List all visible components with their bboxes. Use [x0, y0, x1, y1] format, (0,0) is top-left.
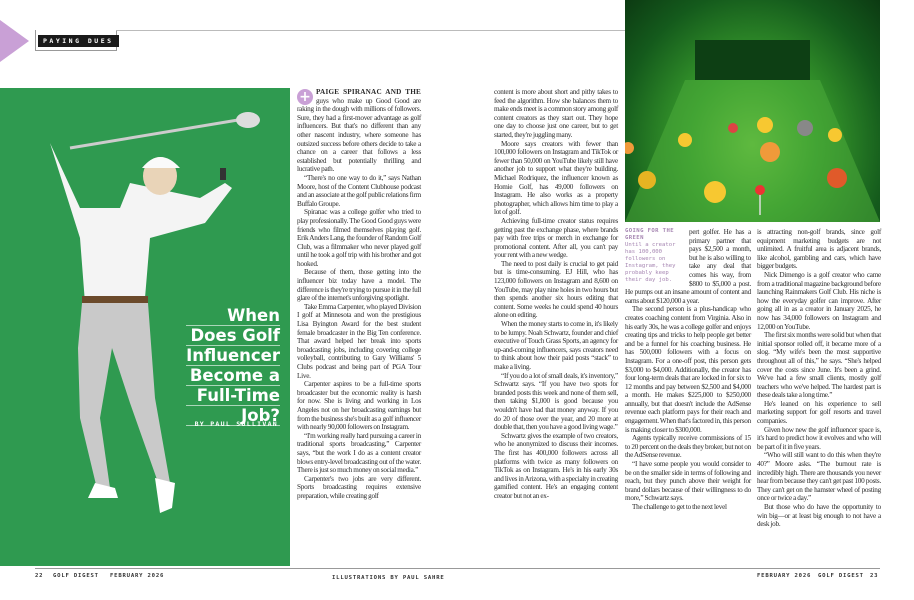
golf-course-emoji-illustration: [625, 0, 880, 222]
section-rubric: PAYING DUES: [38, 35, 119, 47]
paragraph: “If you do a lot of small deals, it's inventory,” Schwartz says. “If you have two spots for branded posts this week and none of them sell, then taking $1,000 is good because you wouldn't have had that money anyway. If you do 20 of those over the year, and 20 more at double that, then you have a good living wage.”: [494, 371, 618, 432]
article-column-1: [297, 88, 421, 501]
divider: [116, 30, 625, 31]
article-column-3: [625, 228, 751, 512]
paragraph: content is more about short and pithy takes to feed the algorithm. How she balances them to make ends meet is a common story among golf content creators as they start out. They hope one day to choose just one career, but to get started, they're juggling many.: [494, 88, 618, 139]
byline: BY PAUL SULLIVAN: [194, 420, 278, 428]
title-line: When: [186, 306, 280, 326]
paragraph: Because of them, those getting into the influencer biz today have a model. The difference is they're trying to pursue it in the full glare of the internet's unforgiving spotlight.: [297, 268, 421, 303]
photo-caption: [625, 228, 685, 284]
paragraph: Schwartz gives the example of two creators, who he anonymized to discuss their incomes. The first has 400,000 followers across all platforms with twice as many followers on TikTok as on Instagram. He's in his early 30s and lives in Arizona, with a specialty in creating gamified content. He's an engaging content creator but not an ex-: [494, 431, 618, 500]
article-column-2: [494, 88, 618, 501]
caption-text: Until a creator has 100,000 followers on Instagram, they probably keep their day job.: [625, 242, 676, 283]
paragraph: “I have some people you would consider to be on the smaller side in terms of following and reach, but they punch above their weight for brand dollars because of their willingness to do more,” Schwartz says.: [625, 460, 751, 503]
article-column-4: [757, 228, 881, 529]
paragraph: Carpenter aspires to be a full-time sports broadcaster but the economic reality is harsh for now. She is living and working in Los Angeles not on her broadcasting earnings but from the business she's built as a golf influencer with nearly 90,000 followers on Instagram.: [297, 380, 421, 432]
paragraph: Spiranac was a college golfer who tried to play professionally. The Good Good guys were friends who filmed themselves playing golf. Erik Anders Lang, the founder of Random Golf Club, was a filmmaker who never played golf until he took a golf trip with his brother and got hooked.: [297, 208, 421, 268]
title-line: Full-Time: [186, 386, 280, 406]
paragraph: Agents typically receive commissions of 15 to 20 percent on the deals they broker, but not on the AdSense revenue.: [625, 434, 751, 460]
paragraph: The second person is a plus-handicap who creates coaching content from Virginia. Also in his early 30s, he was a college golfer and enjoys creating tips and tricks to help people get better and be a funnel for his coaching business. He has 500,000 followers with a focus on Instagram. For a one-off post, this person gets $3,000 to $4,000. Additionally, the creator has four long-term deals that are locked in for six to 12 months and pay between $2,500 and $4,000 a month. He makes $225,000 to $250,000 annually, but that doesn't include the AdSense revenue each platform pays for their reach and engagement. When that's factored in, this person is making closer to $300,000.: [625, 305, 751, 434]
section-marker-triangle: [0, 20, 29, 62]
footer-rule: [625, 568, 880, 569]
paragraph: When the money starts to come in, it's likely to be lumpy. Noah Schwartz, founder and chief executive of Touch Grass Sports, an agency for up-and-coming influencers, says creators need to think about how their paid posts “stack” to make a living.: [494, 320, 618, 371]
left-issue-date: FEBRUARY 2026: [110, 573, 165, 579]
paragraph: “I'm working really hard pursuing a career in traditional sports broadcasting,” Carpenter says, “but the work I do as a content creator blows entry-level broadcasting out of the water. There is just so much money on social media.”: [297, 431, 421, 475]
paragraph: Given how new the golf influencer space is, it's hard to predict how it evolves and who will be part of it in five years.: [757, 425, 881, 451]
paragraph: pert golfer. He has a primary partner that pays $2,500 a month, but he is also willing to take any deal that comes his way, from $800 to $5,000 a post. He pumps out an insane amount of content and earns about $120,000 a year.: [625, 228, 751, 305]
plus-dropcap-icon: +: [297, 89, 313, 105]
paragraph: Achieving full-time creator status requires getting past the exchange phase, where brands pay with free trips or merch in exchange for promotional content. After all, you can't pay your rent with a new wedge.: [494, 216, 618, 260]
paragraph: Nick Dimengo is a golf creator who came from a traditional magazine background before launching Rainmakers Golf Club. His niche is how the everyday golfer can improve. After going all in as a creator in January 2025, he now has 34,000 followers on Instagram and 12,000 on YouTube.: [757, 270, 881, 331]
divider: [35, 50, 117, 51]
left-publication: GOLF DIGEST: [53, 573, 99, 579]
paragraph: Moore says creators with fewer than 100,000 followers on Instagram and TikTok or fewer than 50,000 on YouTube likely still have another job to support what they're building. Michael Rodriquez, the influencer known as Homie Golf, has 49,000 followers on Instagram. He also works as a property photographer, which allows him time to play a lot of golf.: [494, 139, 618, 217]
caption-title: GOING FOR THE GREEN: [625, 228, 674, 241]
paragraph: “Who will still want to do this when they're 40?” Moore asks. “The burnout rate is incredibly high. There are thousands you never hear from because they can't get past 100 posts. They can't get on the hamster wheel of posting once or twice a day.”: [757, 451, 881, 503]
paragraph: Take Emma Carpenter, who played Division I golf at Minnesota and won the prestigious Lisa Byington Award for the best student female broadcaster in the Big Ten conference. That award helped her break into sports broadcasting jobs, including covering college volleyball, contributing to Gary Williams' 5 Clubs podcast and being part of PGA Tour Live.: [297, 302, 421, 380]
title-line: Job?: [186, 406, 280, 426]
right-page-number: 23: [870, 573, 879, 579]
illustration-credit: ILLUSTRATIONS BY PAUL SAHRE: [332, 575, 445, 581]
paragraph: He's leaned on his experience to sell marketing support for golf resorts and travel companies.: [757, 399, 881, 426]
right-issue-date: FEBRUARY 2026: [757, 573, 812, 579]
article-title: [186, 306, 280, 426]
left-page-number: 22: [35, 573, 44, 579]
paragraph: But those who do have the opportunity to win big—or at least big enough to not have a desk job.: [757, 503, 881, 529]
paragraph: guys who make up Good Good are raking in the dough with millions of followers. Sure, they had a first-mover advantage as golf influencers. But that's no different than any other nascent industry, where someone has outsized success before others decide to take a chance on a career that follows a less established but potentially thrilling and lucrative path.: [297, 96, 421, 174]
paragraph: The first six months were solid but when that initial sponsor rolled off, it became more of a slog. “My wife's been the most supportive throughout all of this,” he says. “She's helped cover the costs since June. It's been a grind. We've had a few small clients, mostly golf teachers who we've helped. The hardest part is these deals take a long time.”: [757, 331, 881, 400]
hero-panel: [0, 88, 290, 566]
title-line: Become a: [186, 366, 280, 386]
right-publication: GOLF DIGEST: [818, 573, 864, 579]
lead-in: PAIGE SPIRANAC AND THE: [316, 88, 421, 96]
divider: [35, 30, 36, 51]
footer-rule: [35, 568, 625, 569]
paragraph: “There's no one way to do it,” says Nathan Moore, host of the Content Clubhouse podcast and an associate at the golf public relations firm Buffalo Groupe.: [297, 173, 421, 208]
title-line: Influencer: [186, 346, 280, 365]
title-line: Does Golf: [186, 326, 280, 346]
paragraph: is attracting non-golf brands, since golf equipment marketing budgets are not unlimited. A fruitful area is adjacent brands, like alcohol, gambling and cars, which have bigger budgets.: [757, 228, 881, 271]
paragraph: Carpenter's two jobs are very different. Sports broadcasting requires extensive preparation, while creating golf: [297, 474, 421, 500]
paragraph: The challenge to get to the next level: [632, 503, 727, 511]
paragraph: The need to post daily is crucial to get paid but is time-consuming. EJ Hill, who has 123,000 followers on Instagram and 8,600 on YouTube, may play nine holes in two hours but then spends another six hours editing that content. Some weeks he could spend 40 hours alone on editing.: [494, 259, 618, 320]
